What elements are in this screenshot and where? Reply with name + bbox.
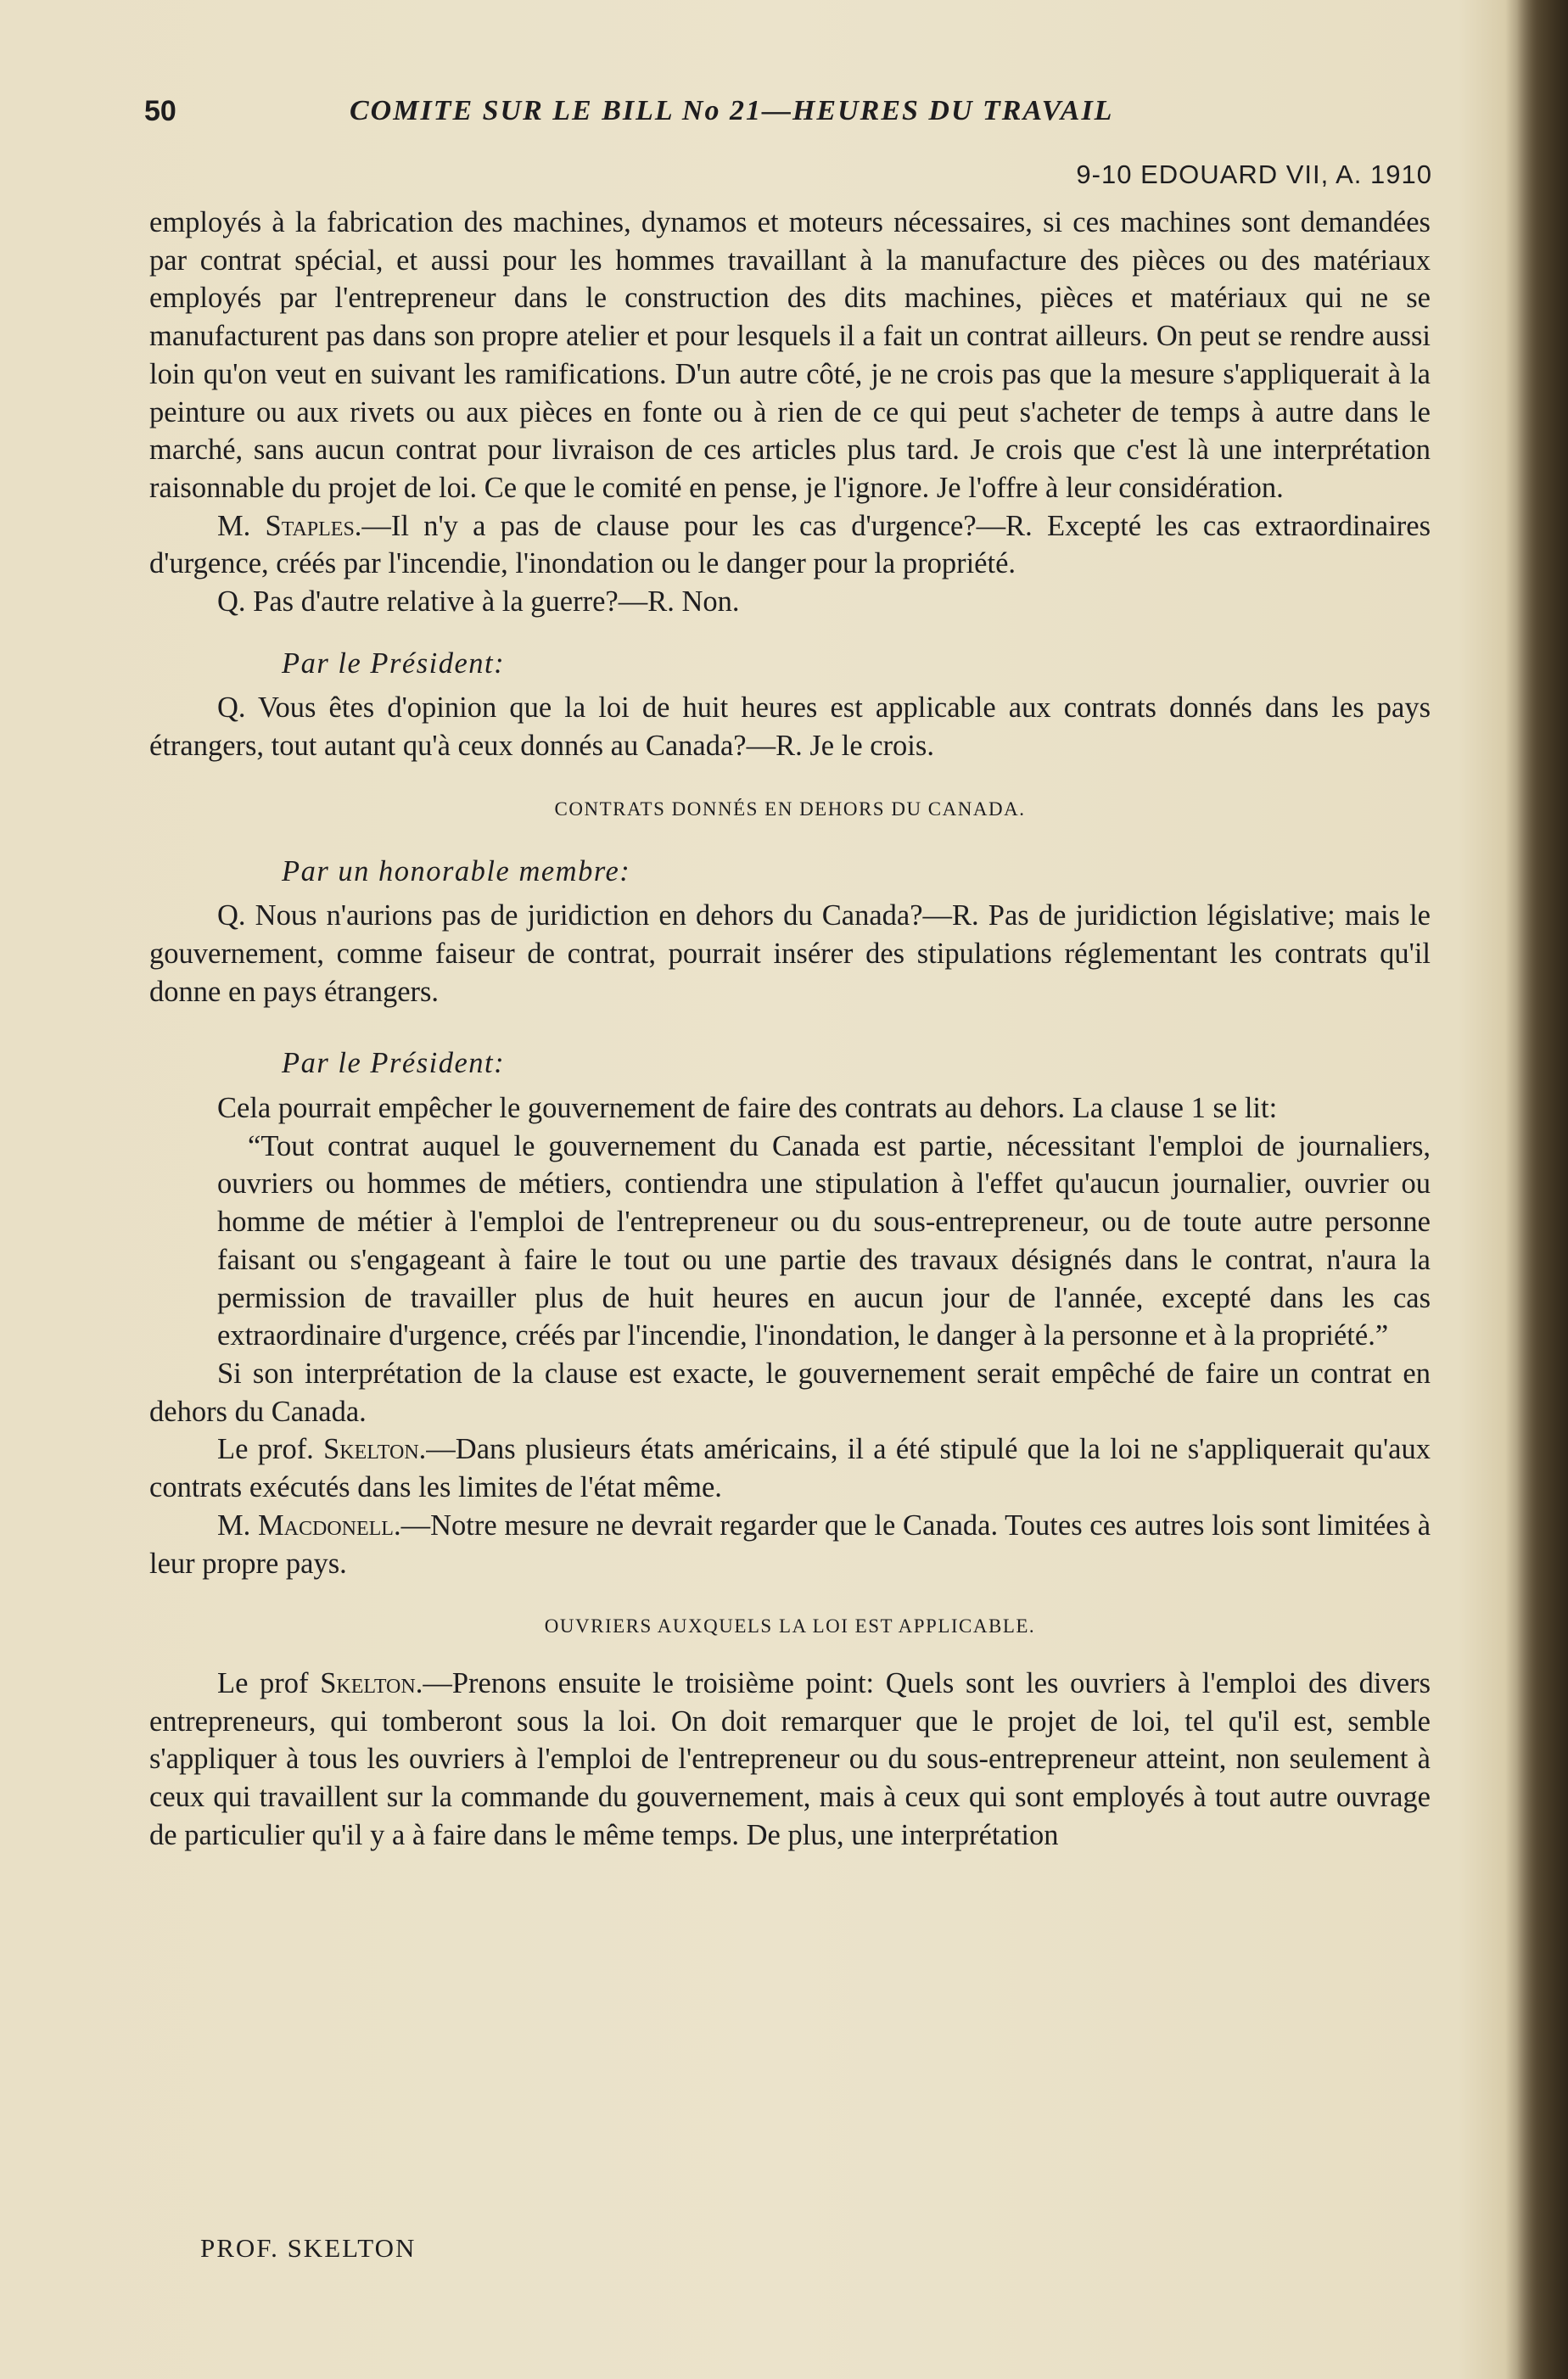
paragraph-text: —Prenons ensuite le troisième point: Quels sont les ouvriers à l'emploi des divers entrepreneurs, qui tomberont sous la loi. On doit remarquer que le projet de loi, tel qu'il est, semble s'appliquer à tous les ouvriers à l'emploi de l'entrepreneur ou du sous-entrepreneur atteint, non seulement à ceux qui travaillent sur la commande du gouvernement, mais à ceux qui sont employés à tout autre ouvrage de particulier qu'il y a à faire dans le même temps. De plus, une interprétation: [149, 1666, 1431, 1851]
section-heading: OUVRIERS AUXQUELS LA LOI EST APPLICABLE.: [544, 1615, 1036, 1637]
speaker-heading: Par un honorable membre:: [282, 854, 631, 887]
paragraph: Q. Nous n'aurions pas de juridiction en dehors du Canada?—R. Pas de juridiction législative; mais le gouvernement, comme faiseur de contrat, pourrait insérer des stipulations réglementant les contrats qu'il donne en pays étrangers.: [149, 899, 1431, 1008]
paragraph-staples: [149, 507, 1431, 583]
paragraph: Q. Vous êtes d'opinion que la loi de huit heures est applicable aux contrats donnés dans les pays étrangers, tout autant qu'à ceux donnés au Canada?—R. Je le crois.: [149, 691, 1431, 763]
paragraph-text: —Il n'y a pas de clause pour les cas d'urgence?—R. Excepté les cas extraordinaires d'urgence, créés par l'incendie, l'inondation ou le danger pour la propriété.: [149, 509, 1431, 580]
paragraph: Cela pourrait empêcher le gouvernement de faire des contrats au dehors. La clause 1 se lit:: [217, 1092, 1278, 1125]
speaker-prefix: Le prof.: [217, 1433, 324, 1466]
page-header: [144, 95, 1434, 137]
footer-speaker-name: PROF. SKELTON: [200, 2233, 417, 2263]
paragraph-macdonell: [149, 1507, 1431, 1582]
page-number: 50: [144, 95, 176, 127]
paragraph-skelton: [149, 1430, 1431, 1506]
book-spine-shadow: [1517, 0, 1568, 2379]
running-title: COMITE SUR LE BILL No 21—HEURES DU TRAVAIL: [350, 95, 1114, 126]
paragraph: Si son interprétation de la clause est exacte, le gouvernement serait empêché de faire un contrat en dehors du Canada.: [149, 1357, 1431, 1428]
paragraph-skelton: [149, 1665, 1431, 1855]
speaker-name: Skelton.: [323, 1433, 427, 1466]
speaker-heading: Par le Président:: [282, 1047, 506, 1080]
speaker-prefix: Le prof: [217, 1666, 321, 1699]
paragraph-text: —Notre mesure ne devrait regarder que le Canada. Toutes ces autres lois sont limitées à leur propre pays.: [149, 1509, 1431, 1580]
paragraph-text: —Dans plusieurs états américains, il a été stipulé que la loi ne s'appliquerait qu'aux contrats exécutés dans les limites de l'état même.: [149, 1433, 1431, 1504]
speaker-heading: Par le Président:: [282, 647, 506, 680]
speaker-name: M. Staples.: [217, 509, 362, 542]
speaker-name: M. Macdonell.: [217, 1509, 401, 1542]
speaker-name: Skelton.: [320, 1666, 423, 1699]
paragraph: employés à la fabrication des machines, dynamos et moteurs nécessaires, si ces machines sont demandées par contrat spécial, et aussi pour les hommes travaillant à la manufacture des pièces ou des matériaux employés par l'entrepreneur dans le construction des dits machines, pièces et matériaux qui ne se manufacturent pas dans son propre atelier et pour lesquels il a fait un contrat ailleurs. On peut se rendre aussi loin qu'on veut en suivant les ramifications. D'un autre côté, je ne crois pas que la mesure s'appliquerait à la peinture ou aux rivets ou aux pièces en fonte ou à rien de ce qui peut s'acheter de temps à autre dans le marché, sans aucun contrat pour livraison de ces articles plus tard. Je crois que c'est là une interprétation raisonnable du projet de loi. Ce que le comité en pense, je l'ignore. Je l'offre à leur considération.: [149, 206, 1431, 504]
block-quote: “Tout contrat auquel le gouvernement du Canada est partie, nécessitant l'emploi de journaliers, ouvriers ou hommes de métiers, contiendra une stipulation à l'effet qu'aucun journalier, ouvrier ou homme de métier à l'emploi de l'entrepreneur ou du sous-entrepreneur, ou de toute autre personne faisant ou s'engageant à faire le tout ou une partie des travaux désignés dans le contrat, n'aura la permission de travailler plus de huit heures en aucun jour de l'année, excepté dans les cas extraordinaire d'urgence, créés par l'incendie, l'inondation, le danger à la personne et à la propriété.”: [217, 1129, 1431, 1352]
session-label: 9-10 EDOUARD VII, A. 1910: [1076, 160, 1432, 189]
body-text: [149, 204, 1431, 1854]
paragraph: Q. Pas d'autre relative à la guerre?—R. Non.: [217, 585, 740, 619]
section-heading: CONTRATS DONNÉS EN DEHORS DU CANADA.: [554, 798, 1026, 820]
